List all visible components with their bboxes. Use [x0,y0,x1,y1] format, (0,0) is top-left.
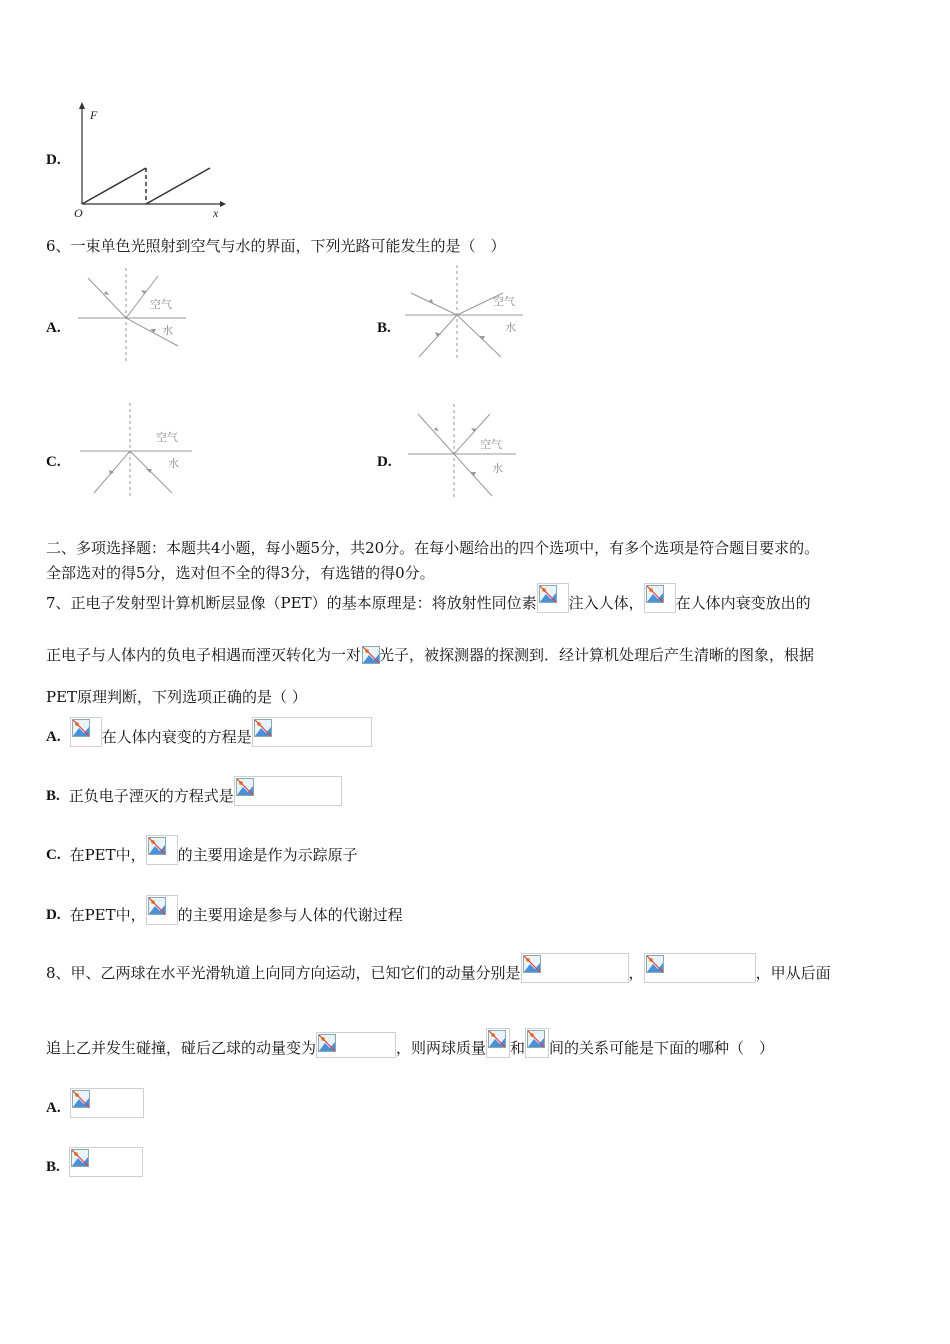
q7-stem-part5: 光子，被探测器的探测到．经计算机处理后产生清晰的图象，根据 [379,646,815,664]
q8-stem-line1 [46,953,831,987]
option-text: 在PET中， [69,906,146,924]
graph-origin-label: O [74,206,83,220]
q8-and: 和 [510,1039,526,1057]
broken-image-icon [146,835,178,865]
broken-image-icon [69,1147,143,1177]
graph-x-axis-label: x [213,206,219,220]
broken-image-icon [486,1028,510,1058]
broken-image-icon [537,583,569,613]
option-text: 正负电子湮灭的方程式是 [68,787,234,805]
broken-image-icon [644,953,756,983]
broken-image-icon [644,583,676,613]
section-2-instructions-line2: 全部选对的得5分，选对但不全的得3分，有选错的得0分。 [46,564,435,582]
q7-option-d [46,895,403,929]
air-label: 空气 [493,295,515,308]
graph-y-axis-label: F [90,108,98,122]
q8-stem-part3: 追上乙并发生碰撞，碰后乙球的动量变为 [46,1039,317,1057]
broken-image-icon [361,645,379,665]
q7-stem-part3: 在人体内衰变放出的 [675,594,811,612]
q6-option-d-diagram [408,404,520,502]
water-label: 水 [168,457,179,470]
q8-stem-part1: 8、甲、乙两球在水平光滑轨道上向同方向运动，已知它们的动量分别是 [46,964,521,982]
q6-option-c-label: C. [46,454,61,470]
broken-image-icon [521,953,629,983]
air-label: 空气 [150,298,172,311]
q7-stem-part4: 正电子与人体内的负电子相遇而湮灭转化为一对 [46,646,362,664]
broken-image-icon [252,717,372,747]
option-label: B. [46,788,60,804]
q5-option-d-label: D. [46,152,61,168]
air-label: 空气 [156,431,178,444]
option-label: C. [46,847,61,863]
option-label: D. [46,907,61,923]
broken-image-icon [146,895,178,925]
q7-stem-part2: 注入人体， [568,594,644,612]
water-label: 水 [492,462,503,475]
water-label: 水 [162,324,173,337]
q7-option-b [46,776,342,810]
q8-separator: ， [628,964,644,982]
q6-option-a-diagram [78,268,188,364]
section-2-instructions-line1: 二、多项选择题：本题共4小题，每小题5分，共20分。在每小题给出的四个选项中，有多个选项是符合题目要求的。 [46,539,820,557]
q8-stem-part4: ，则两球质量 [396,1039,487,1057]
water-label: 水 [505,321,516,334]
broken-image-icon [70,717,102,747]
q8-stem-part5: 间的关系可能是下面的哪种（ ） [549,1039,775,1057]
option-text-2: 的主要用途是作为示踪原子 [177,846,358,864]
option-text-2: 的主要用途是参与人体的代谢过程 [177,906,403,924]
broken-image-icon [70,1088,144,1118]
q7-stem-line2 [46,645,814,669]
q7-stem-part6: PET原理判断，下列选项正确的是（ ） [46,688,307,706]
q8-stem-part2: ，甲从后面 [755,964,831,982]
option-label: A. [46,729,61,745]
q5-option-d-graph [70,100,230,222]
option-text: 在人体内衰变的方程是 [101,728,252,746]
q7-option-a [46,717,372,751]
q7-option-c [46,835,358,869]
q6-option-b-label: B. [377,320,391,336]
option-text: 在PET中， [69,846,146,864]
q6-option-b-diagram [405,265,530,363]
air-label: 空气 [480,438,502,451]
broken-image-icon [525,1028,549,1058]
q6-option-c-diagram [80,403,195,498]
q7-stem-line1 [46,583,811,617]
q8-stem-line2 [46,1028,774,1062]
option-label: A. [46,1100,61,1116]
q8-option-a [46,1088,144,1122]
broken-image-icon [234,776,342,806]
broken-image-icon [316,1032,396,1058]
q6-option-d-label: D. [377,454,392,470]
option-label: B. [46,1159,60,1175]
q7-stem-part1: 7、正电子发射型计算机断层显像（PET）的基本原理是：将放射性同位素 [46,594,537,612]
q6-stem: 6、一束单色光照射到空气与水的界面，下列光路可能发生的是（ ） [46,237,506,255]
q6-option-a-label: A. [46,320,61,336]
q8-option-b [46,1147,143,1181]
